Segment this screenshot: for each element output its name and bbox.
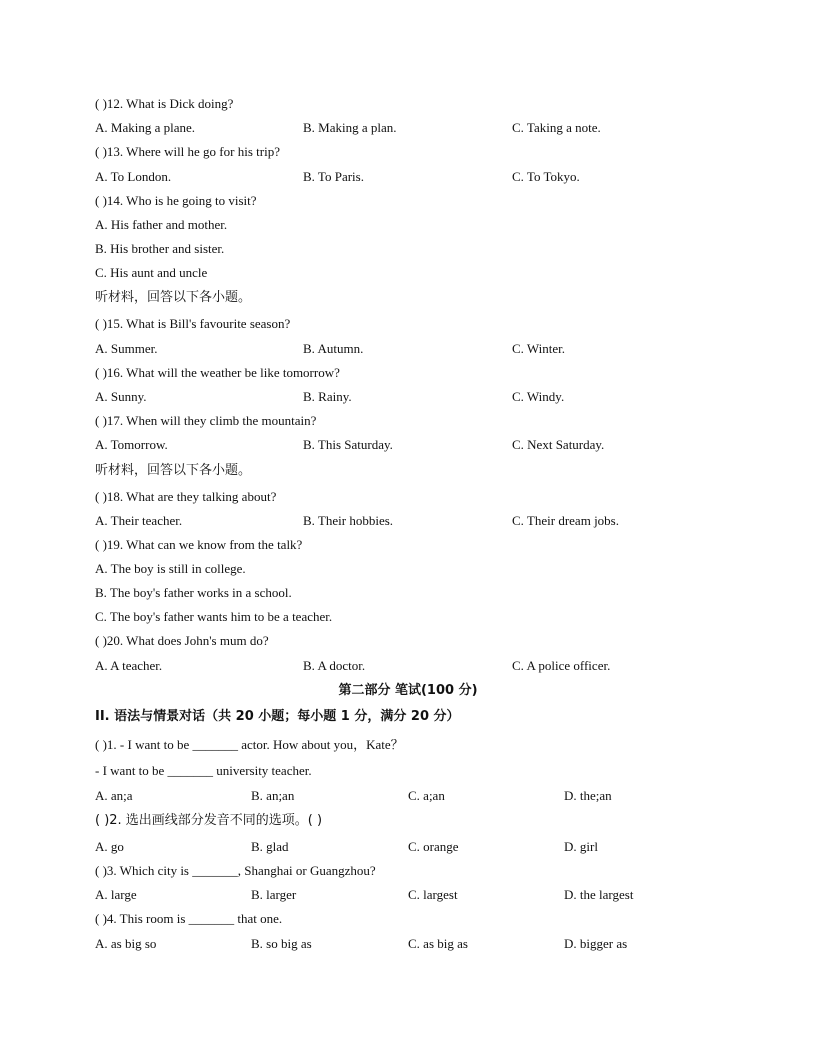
option-c: C. orange bbox=[408, 839, 459, 854]
option-d: D. the;an bbox=[564, 788, 612, 803]
option-b: B. larger bbox=[251, 887, 297, 902]
option-a: A. A teacher. bbox=[95, 658, 163, 673]
option-a: A. go bbox=[95, 839, 124, 854]
listening-instruction: 听材料，回答以下各小题。 bbox=[95, 463, 252, 478]
option-a: A. Summer. bbox=[95, 341, 158, 356]
option-c: C. A police officer. bbox=[512, 658, 611, 673]
option-a: A. Tomorrow. bbox=[95, 437, 168, 452]
option-b: B. Their hobbies. bbox=[303, 513, 394, 528]
option-c: C. His aunt and uncle bbox=[95, 265, 208, 280]
option-a: A. an;a bbox=[95, 788, 133, 803]
option-a: A. To London. bbox=[95, 169, 172, 184]
option-c: C. Their dream jobs. bbox=[512, 513, 619, 528]
option-b: B. Making a plan. bbox=[303, 120, 397, 135]
option-c: C. Next Saturday. bbox=[512, 437, 605, 452]
grammar-question-1: ( )1. - I want to be _______ actor. How about you，Kate？ bbox=[95, 737, 404, 752]
option-c: C. a;an bbox=[408, 788, 445, 803]
option-b: B. This Saturday. bbox=[303, 437, 393, 452]
grammar-question-4: ( )4. This room is _______ that one. bbox=[95, 911, 283, 926]
option-c: C. The boy's father wants him to be a teacher. bbox=[95, 609, 333, 624]
option-a: A. The boy is still in college. bbox=[95, 561, 246, 576]
option-c: C. To Tokyo. bbox=[512, 169, 580, 184]
option-a: A. Making a plane. bbox=[95, 120, 196, 135]
listening-instruction: 听材料，回答以下各小题。 bbox=[95, 290, 252, 305]
question-13: ( )13. Where will he go for his trip? bbox=[95, 144, 280, 159]
grammar-question-1-response: - I want to be _______ university teacher. bbox=[95, 763, 312, 778]
question-17: ( )17. When will they climb the mountain? bbox=[95, 413, 317, 428]
option-a: A. as big so bbox=[95, 936, 157, 951]
question-16: ( )16. What will the weather be like tomorrow? bbox=[95, 365, 340, 380]
question-12: ( )12. What is Dick doing? bbox=[95, 96, 234, 111]
option-b: B. The boy's father works in a school. bbox=[95, 585, 292, 600]
option-d: D. bigger as bbox=[564, 936, 628, 951]
question-14: ( )14. Who is he going to visit? bbox=[95, 193, 257, 208]
option-b: B. so big as bbox=[251, 936, 312, 951]
option-a: A. Sunny. bbox=[95, 389, 147, 404]
option-b: B. Rainy. bbox=[303, 389, 352, 404]
question-18: ( )18. What are they talking about? bbox=[95, 489, 277, 504]
option-b: B. His brother and sister. bbox=[95, 241, 225, 256]
option-b: B. glad bbox=[251, 839, 289, 854]
option-c: C. as big as bbox=[408, 936, 468, 951]
option-a: A. His father and mother. bbox=[95, 217, 228, 232]
option-c: C. Taking a note. bbox=[512, 120, 601, 135]
option-b: B. A doctor. bbox=[303, 658, 366, 673]
question-15: ( )15. What is Bill's favourite season? bbox=[95, 316, 291, 331]
option-b: B. an;an bbox=[251, 788, 295, 803]
option-d: D. girl bbox=[564, 839, 598, 854]
option-c: C. Winter. bbox=[512, 341, 566, 356]
option-d: D. the largest bbox=[564, 887, 634, 902]
option-c: C. largest bbox=[408, 887, 458, 902]
question-20: ( )20. What does John's mum do? bbox=[95, 633, 269, 648]
option-b: B. Autumn. bbox=[303, 341, 364, 356]
section-title: 第二部分 笔试(100 分) bbox=[338, 683, 478, 698]
grammar-question-3: ( )3. Which city is _______, Shanghai or Guangzhou? bbox=[95, 863, 376, 878]
option-a: A. large bbox=[95, 887, 137, 902]
section-heading: II. 语法与情景对话（共 20 小题；每小题 1 分，满分 20 分） bbox=[95, 709, 460, 724]
question-19: ( )19. What can we know from the talk? bbox=[95, 537, 303, 552]
option-b: B. To Paris. bbox=[303, 169, 364, 184]
option-c: C. Windy. bbox=[512, 389, 565, 404]
option-a: A. Their teacher. bbox=[95, 513, 183, 528]
grammar-question-2: ( )2. 选出画线部分发音不同的选项。( ) bbox=[95, 813, 323, 828]
